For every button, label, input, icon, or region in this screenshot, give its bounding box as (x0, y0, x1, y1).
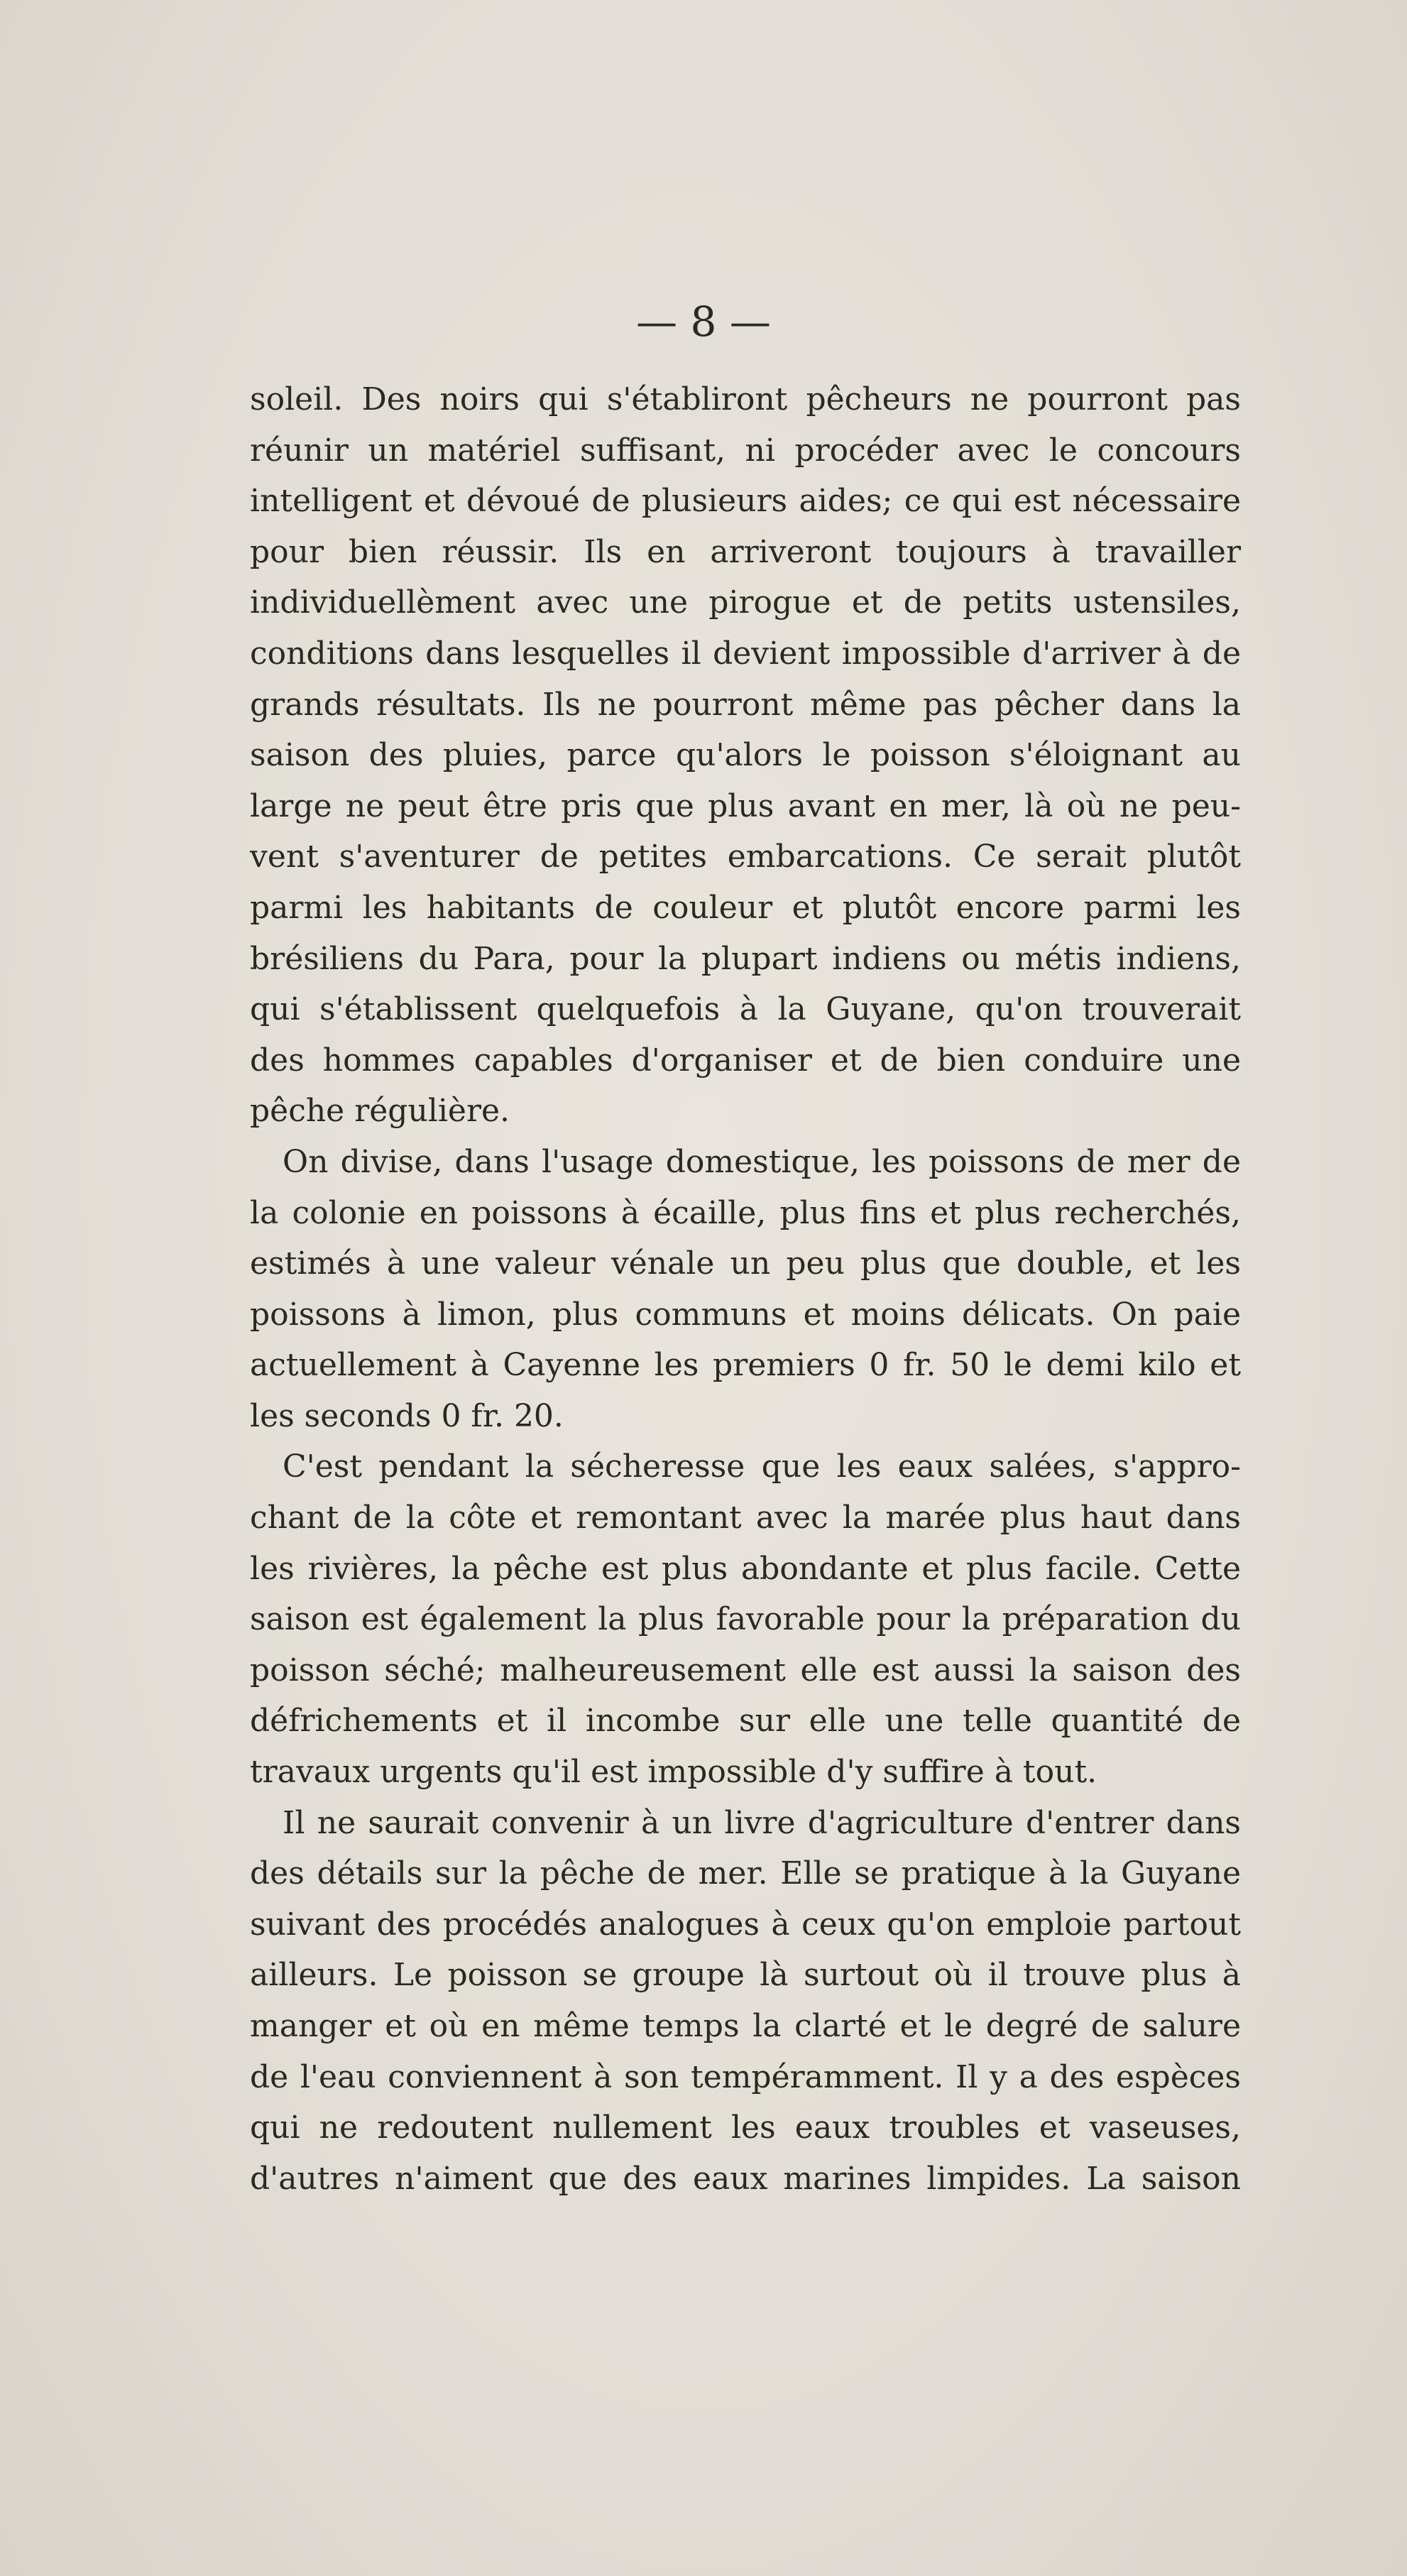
text-line: poisson séché; malheureusement elle est aussi la saison des (250, 1652, 1241, 1688)
text-line: intelligent et dévoué de plusieurs aides; ce qui est nécessaire (250, 483, 1241, 520)
text-line: conditions dans lesquelles il devient impossible d'arriver à de (250, 635, 1241, 672)
page-number: — 8 — (636, 298, 771, 346)
text-line: défrichements et il incombe sur elle une telle quantité de (250, 1703, 1241, 1740)
text-line: pour bien réussir. Ils en arriveront toujours à travailler (250, 533, 1241, 570)
text-line: Il ne saurait convenir à un livre d'agriculture d'entrer dans (283, 1804, 1241, 1841)
text-line: pêche régulière. (250, 1093, 510, 1130)
text-line: grands résultats. Ils ne pourront même pas pêcher dans la (250, 686, 1241, 723)
text-line: réunir un matériel suffisant, ni procéder avec le concours (250, 432, 1241, 469)
text-line: parmi les habitants de couleur et plutôt encore parmi les (250, 889, 1241, 926)
text-line: actuellement à Cayenne les premiers 0 fr. 50 le demi kilo et (250, 1347, 1241, 1384)
text-line: vent s'aventurer de petites embarcations. Ce serait plutôt (250, 839, 1241, 875)
text-line: saison est également la plus favorable pour la préparation du (250, 1601, 1241, 1638)
text-line: brésiliens du Para, pour la plupart indiens ou métis indiens, (250, 940, 1241, 977)
text-line: estimés à une valeur vénale un peu plus que double, et les (250, 1245, 1241, 1282)
text-line: travaux urgents qu'il est impossible d'y suffire à tout. (250, 1754, 1097, 1791)
text-line: des hommes capables d'organiser et de bien conduire une (250, 1042, 1241, 1079)
text-line: qui ne redoutent nullement les eaux troubles et vaseuses, (250, 2110, 1241, 2146)
body-text (250, 374, 1241, 2204)
text-line: large ne peut être pris que plus avant en mer, là où ne peu- (250, 787, 1241, 824)
text-line: les rivières, la pêche est plus abondante et plus facile. Cette (250, 1550, 1241, 1587)
text-line: soleil. Des noirs qui s'établiront pêcheurs ne pourront pas (250, 381, 1241, 417)
text-line: chant de la côte et remontant avec la marée plus haut dans (250, 1500, 1241, 1537)
text-line: On divise, dans l'usage domestique, les poissons de mer de (283, 1143, 1241, 1180)
text-line: qui s'établissent quelquefois à la Guyane, qu'on trouverait (250, 991, 1241, 1028)
text-line: la colonie en poissons à écaille, plus fins et plus recherchés, (250, 1194, 1241, 1231)
text-line: d'autres n'aiment que des eaux marines limpides. La saison (250, 2160, 1241, 2197)
text-line: saison des pluies, parce qu'alors le poisson s'éloignant au (250, 737, 1241, 774)
text-line: de l'eau conviennent à son tempéramment. Il y a des espèces (250, 2058, 1241, 2095)
text-line: suivant des procédés analogues à ceux qu'on emploie partout (250, 1906, 1241, 1943)
text-line: manger et où en même temps la clarté et le degré de salure (250, 2008, 1241, 2044)
text-line: C'est pendant la sécheresse que les eaux salées, s'appro- (283, 1448, 1241, 1485)
text-line: poissons à limon, plus communs et moins délicats. On paie (250, 1296, 1241, 1333)
text-line: les seconds 0 fr. 20. (250, 1397, 564, 1434)
text-line: individuellèment avec une pirogue et de petits ustensiles, (250, 584, 1241, 621)
text-line: des détails sur la pêche de mer. Elle se pratique à la Guyane (250, 1855, 1241, 1892)
text-line: ailleurs. Le poisson se groupe là surtout où il trouve plus à (250, 1957, 1241, 1994)
